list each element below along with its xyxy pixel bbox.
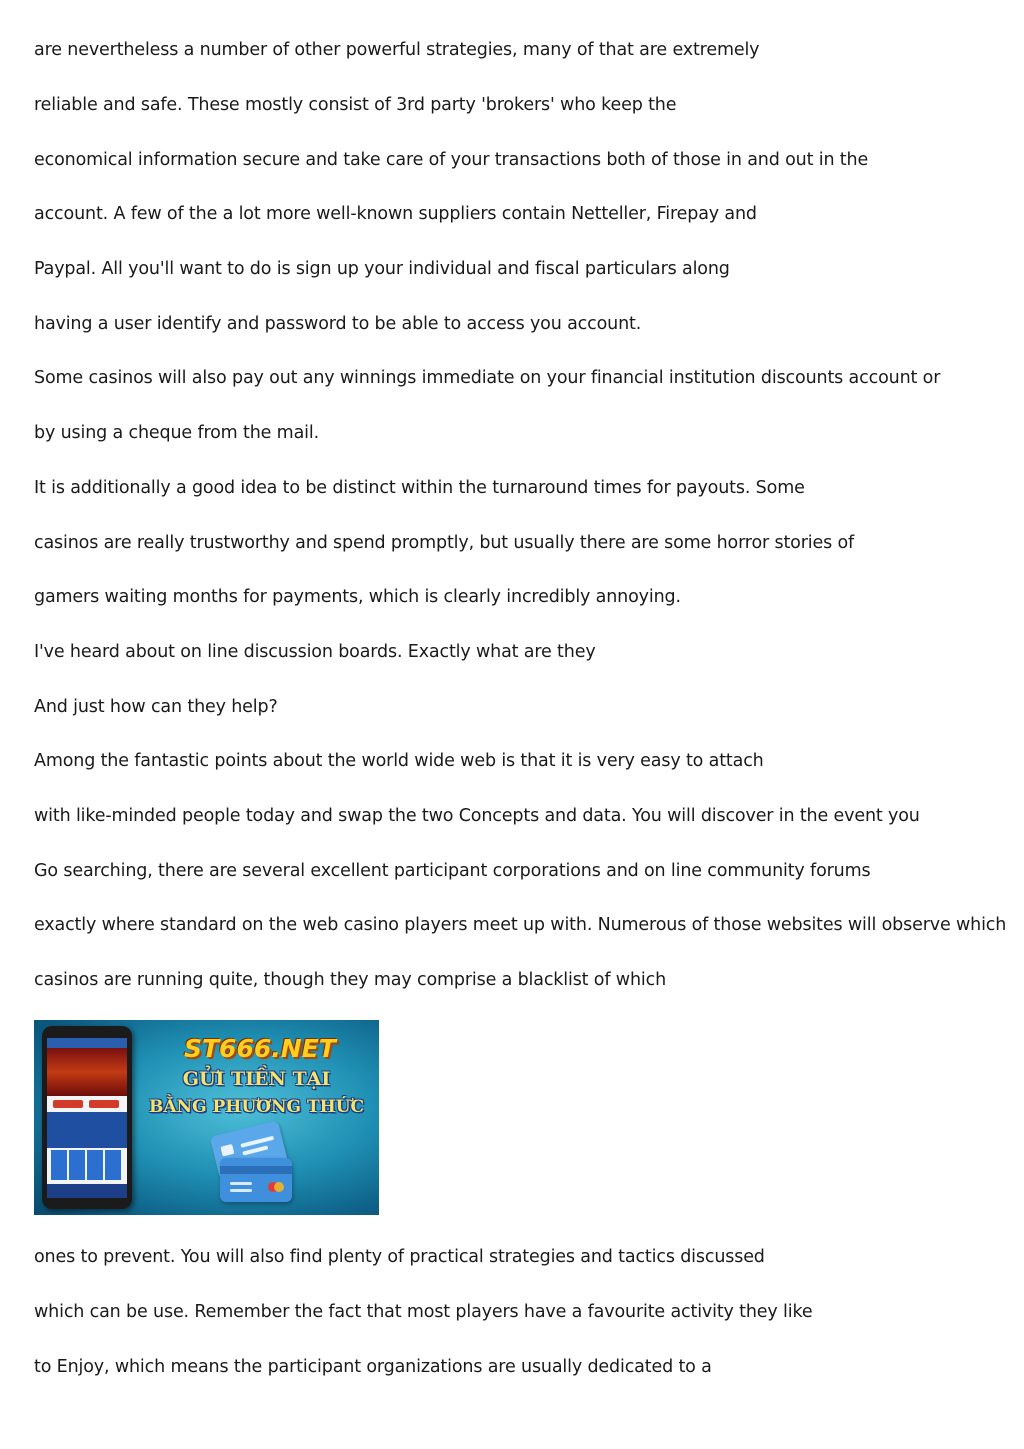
text-line: reliable and safe. These mostly consist of 3rd party 'brokers' who keep the [34,95,677,115]
text-line: It is additionally a good idea to be distinct within the turnaround times for payouts. Some [34,478,805,498]
text-line: exactly where standard on the web casino players meet up with. Numerous of those websites will observe which [34,915,1007,935]
text-line: are nevertheless a number of other powerful strategies, many of that are extremely [34,40,760,60]
credit-card-icon [220,1158,292,1202]
text-line: economical information secure and take care of your transactions both of those in and out in the [34,150,869,170]
text-line: with like-minded people today and swap the two Concepts and data. You will discover in the event you [34,806,920,826]
text-line: I've heard about on line discussion boards. Exactly what are they [34,642,596,662]
screen-button [53,1100,83,1108]
text-line: And just how can they help? [34,697,278,717]
screen-button [89,1100,119,1108]
screen-footer [47,1184,127,1198]
text-line: by using a cheque from the mail. [34,423,319,443]
banner-headline-1: GỬI TIỀN TẠI [182,1068,331,1090]
promo-banner-image [34,1020,379,1215]
text-line: account. A few of the a lot more well-known suppliers contain Netteller, Firepay and [34,204,757,224]
text-line: Go searching, there are several excellent participant corporations and on line community forums [34,861,871,881]
text-line: Among the fantastic points about the world wide web is that it is very easy to attach [34,751,764,771]
banner-brand: ST666.NET [184,1034,336,1063]
text-line: to Enjoy, which means the participant organizations are usually dedicated to a [34,1357,712,1377]
text-line: Some casinos will also pay out any winnings immediate on your financial institution discounts account or [34,368,941,388]
text-line: ones to prevent. You will also find plenty of practical strategies and tactics discussed [34,1247,765,1267]
text-line: gamers waiting months for payments, which is clearly incredibly annoying. [34,587,681,607]
screen-grid [51,1150,123,1180]
screen-header [47,1038,127,1048]
text-line: casinos are running quite, though they may comprise a blacklist of which [34,970,667,990]
screen-hero [47,1048,127,1096]
screen-panel [47,1112,127,1148]
banner-headline-2: BẰNG PHƯƠNG THỨC [148,1097,365,1117]
phone-screen [47,1038,127,1198]
text-line: casinos are really trustworthy and spend promptly, but usually there are some horror stories of [34,533,855,553]
text-line: which can be use. Remember the fact that most players have a favourite activity they like [34,1302,813,1322]
phone-mockup [42,1026,132,1209]
text-line: having a user identify and password to be able to access you account. [34,314,642,334]
text-line: Paypal. All you'll want to do is sign up your individual and fiscal particulars along [34,259,730,279]
